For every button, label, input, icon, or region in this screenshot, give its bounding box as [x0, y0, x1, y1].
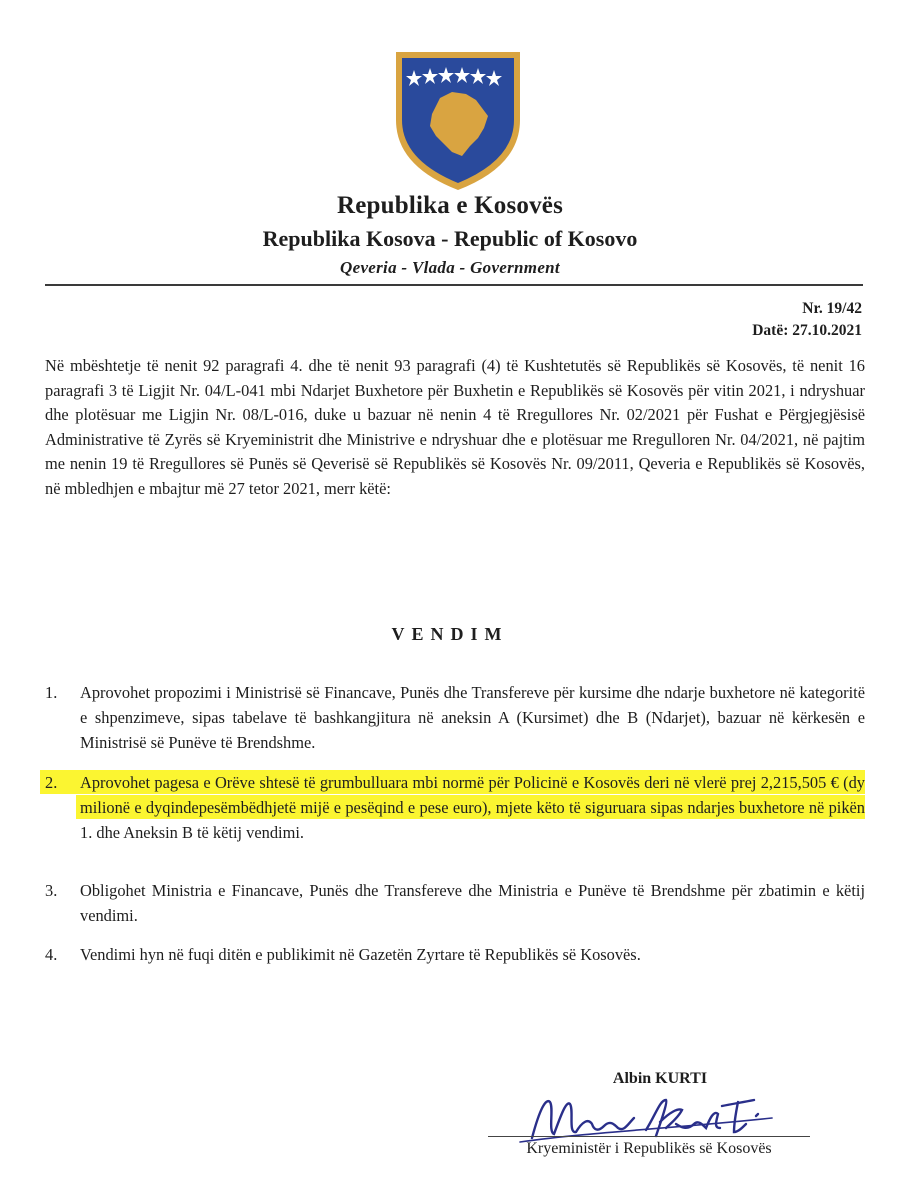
decision-item-text: Vendimi hyn në fuqi ditën e publikimit në Gazetën Zyrtare të Republikës së Kosovës. [80, 945, 641, 964]
decision-title: VENDIM [391, 624, 509, 644]
decision-item [45, 878, 865, 928]
decision-item-number: 1. [45, 683, 58, 702]
decision-item-text: Aprovohet propozimi i Ministrisë së Financave, Punës dhe Transfereve për kursime dhe ndarje buxhetore në kategoritë e shpenzimeve, sipas tabelave të bashkangjitura në aneksin A (Kursimet) dhe B (Ndarjet), bazuar në kërkesën e Ministrisë së Punëve të Brendshme. [80, 683, 865, 752]
decision-item [45, 942, 865, 967]
decision-item-text: Obligohet Ministria e Financave, Punës dhe Transfereve dhe Ministria e Punëve të Brendshme për zbatimin e këtij vendimi. [80, 881, 865, 925]
signatory-title: Kryeministër i Republikës së Kosovës [526, 1140, 772, 1157]
document-date: Datë: 27.10.2021 [752, 322, 862, 339]
signatory-name: Albin KURTI [612, 1070, 708, 1087]
document-number: Nr. 19/42 [802, 300, 862, 317]
decision-item-text: Aprovohet pagesa e Orëve shtesë të grumbulluara mbi normë për Policinë e Kosovës deri në vlerë prej 2,215,505 € (dy milionë e dyqindepesëmbëdhjetë mijë e pesëqind e pese euro), mjete këto të siguruara sipas ndarjes buxhetore në pikën 1. dhe Aneksin B të këtij vendimi. [80, 773, 865, 842]
header-country-name-translations: Republika Kosova - Republic of Kosovo [262, 226, 638, 251]
intro-paragraph: Në mbështetje të nenit 92 paragrafi 4. dhe të nenit 93 paragrafi (4) të Kushtetutës së Republikës së Kosovës, të nenit 16 paragrafi 3 të Ligjit Nr. 04/L-041 mbi Ndarjet Buxhetore për Buxhetin e Republikës së Kosovës për vitin 2021, i ndryshuar dhe plotësuar me Ligjin Nr. 08/L-016, duke u bazuar në nenin 4 të Rregullores Nr. 02/2021 për Fushat e Përgjegjësisë Administrative të Zyrës së Kryeministrit dhe Ministrive e ndryshuar dhe e plotësuar me Rregulloren Nr. 04/2021, në pajtim me nenin 19 të Rregullores së Punës së Qeverisë së Republikës së Kosovës Nr. 09/2011, Qeveria e Republikës së Kosovës, në mbledhjen e mbajtur më 27 tetor 2021, merr këtë: [45, 356, 865, 498]
decision-item-number: 3. [45, 881, 58, 900]
coat-of-arms-emblem [392, 48, 524, 194]
decision-item [45, 680, 865, 755]
decision-item-highlighted [45, 770, 865, 845]
decision-item-number: 4. [45, 945, 58, 964]
handwritten-signature [510, 1088, 780, 1148]
header-government: Qeveria - Vlada - Government [340, 258, 560, 277]
decision-item-number: 2. [45, 773, 58, 792]
header-country-name: Republika e Kosovës [336, 192, 564, 219]
header-divider [45, 284, 863, 286]
signature-line [488, 1136, 810, 1137]
